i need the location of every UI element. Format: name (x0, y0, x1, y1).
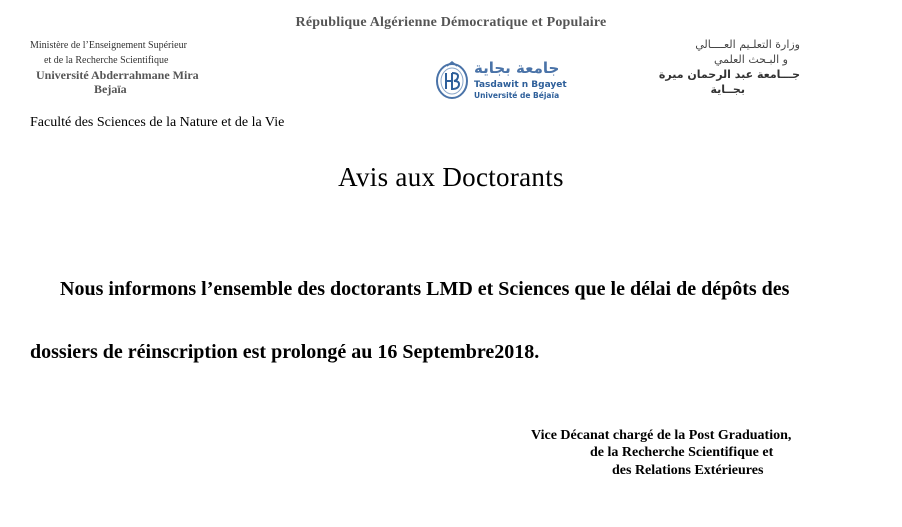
logo-name-line-2: Université de Béjaïa (474, 91, 560, 100)
city-name-fr: Bejaïa (94, 82, 127, 96)
ministry-header-fr (30, 38, 199, 96)
ministry-line-2-ar: و البـحث العلمي (713, 53, 788, 66)
logo-name-line-1: Tasdawit n Bgayet (474, 80, 567, 90)
signature-line-1: Vice Décanat chargé de la Post Graduation, (531, 428, 792, 443)
city-name-ar: بجــاية (710, 83, 745, 96)
ministry-line-1-ar: وزارة التعلـيم العــــالي (695, 38, 800, 51)
notice-title: Avis aux Doctorants (338, 162, 564, 192)
university-logo-icon (435, 60, 469, 100)
logo-arabic-name: جامعة بجاية (474, 59, 560, 77)
ministry-line-2: et de la Recherche Scientifique (44, 55, 169, 66)
republic-heading: République Algérienne Démocratique et Populaire (295, 15, 607, 30)
signature-line-2: de la Recherche Scientifique et (590, 445, 774, 460)
signature-line-3: des Relations Extérieures (612, 463, 764, 478)
notice-body-line-2: dossiers de réinscription est prolongé au 16 Septembre2018. (30, 341, 540, 363)
university-name-fr: Université Abderrahmane Mira (36, 68, 199, 82)
university-name-ar: جـــامعة عبد الرحمان ميرة (658, 68, 800, 81)
faculty-name: Faculté des Sciences de la Nature et de la Vie (30, 115, 285, 130)
ministry-header-ar (640, 37, 800, 97)
ministry-line-1: Ministère de l’Enseignement Supérieur (30, 40, 187, 51)
notice-body-line-1: Nous informons l’ensemble des doctorants LMD et Sciences que le délai de dépôts des (60, 278, 790, 300)
